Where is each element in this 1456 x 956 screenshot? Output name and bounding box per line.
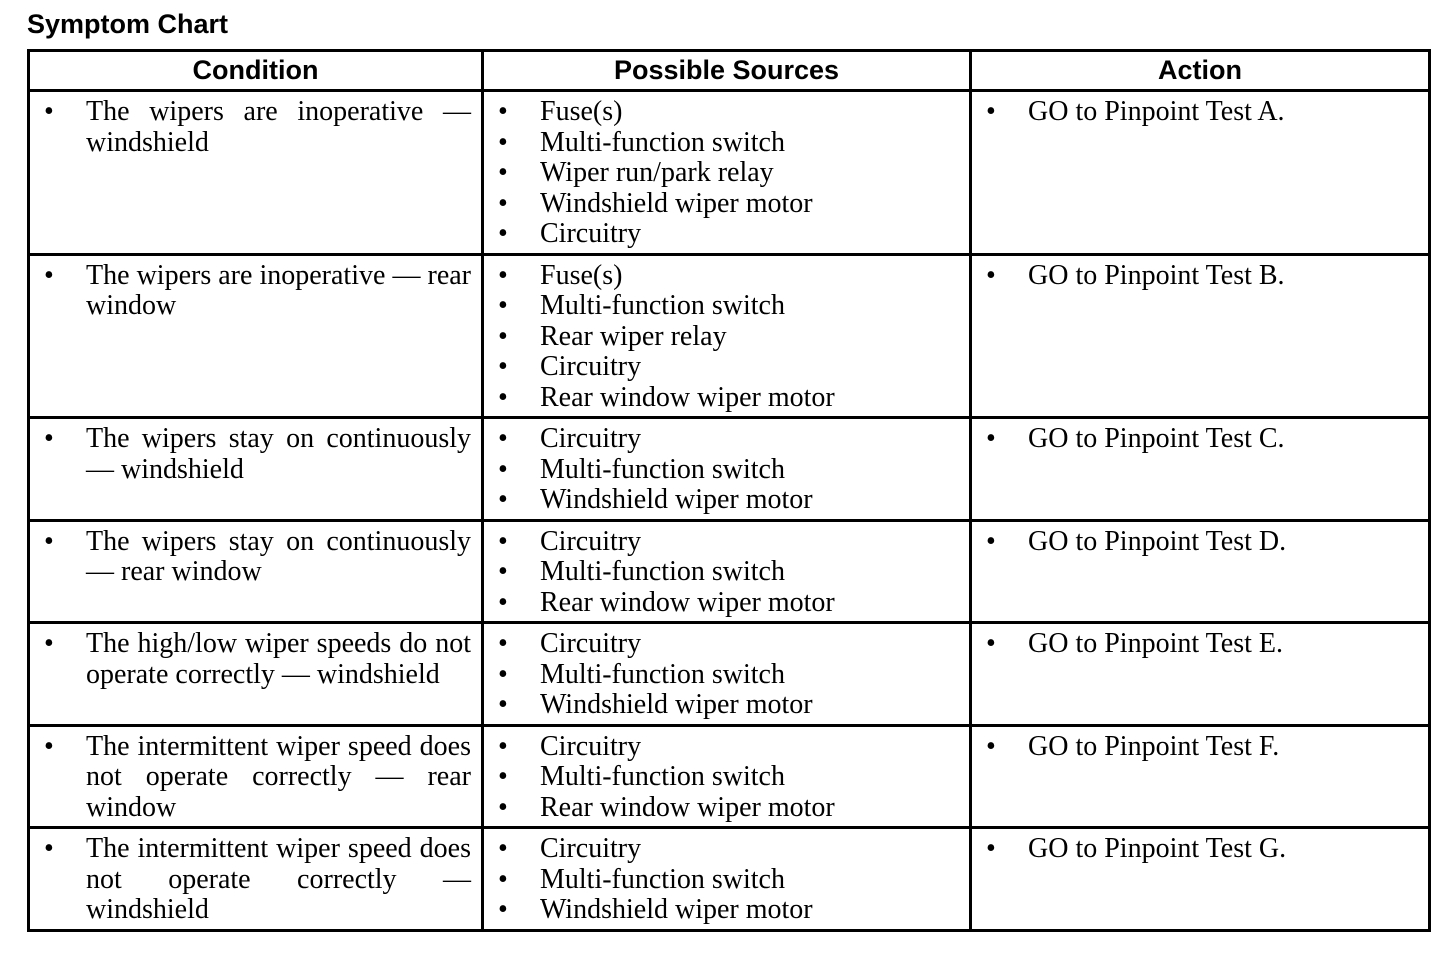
- action-cell: [971, 725, 1430, 828]
- possible-source-item: • Fuse(s): [494, 97, 959, 128]
- action-text: • GO to Pinpoint Test B.: [982, 261, 1418, 292]
- possible-source-item: • Circuitry: [494, 424, 959, 455]
- possible-source-item: • Multi-function switch: [494, 762, 959, 793]
- possible-sources-list: [494, 834, 959, 926]
- table-header-row: [29, 51, 1430, 91]
- table-body: [29, 91, 1430, 931]
- action-list: [982, 732, 1418, 763]
- action-cell: [971, 91, 1430, 255]
- column-header-possible-sources: Possible Sources: [483, 51, 971, 91]
- possible-source-item: • Circuitry: [494, 732, 959, 763]
- action-cell: [971, 828, 1430, 931]
- column-header-action: Action: [971, 51, 1430, 91]
- possible-source-item: • Wiper run/park relay: [494, 158, 959, 189]
- table-row: [29, 725, 1430, 828]
- table-row: [29, 254, 1430, 418]
- possible-source-item: • Multi-function switch: [494, 128, 959, 159]
- possible-sources-list: [494, 261, 959, 414]
- condition-list: [40, 527, 471, 588]
- table-row: [29, 623, 1430, 726]
- table-row: [29, 520, 1430, 623]
- possible-sources-cell: [483, 828, 971, 931]
- action-text: • GO to Pinpoint Test E.: [982, 629, 1418, 660]
- condition-list: [40, 97, 471, 158]
- possible-source-item: • Multi-function switch: [494, 455, 959, 486]
- possible-sources-cell: [483, 725, 971, 828]
- condition-text: • The wipers stay on continuously — rear window: [40, 527, 471, 588]
- condition-text: • The wipers are inoperative — rear window: [40, 261, 471, 322]
- action-text: • GO to Pinpoint Test F.: [982, 732, 1418, 763]
- possible-sources-cell: [483, 91, 971, 255]
- condition-list: [40, 732, 471, 824]
- possible-source-item: • Rear window wiper motor: [494, 793, 959, 824]
- condition-text: • The intermittent wiper speed does not operate correctly — rear window: [40, 732, 471, 824]
- possible-source-item: • Circuitry: [494, 629, 959, 660]
- action-list: [982, 527, 1418, 558]
- possible-sources-list: [494, 527, 959, 619]
- condition-cell: [29, 418, 483, 521]
- possible-source-item: • Windshield wiper motor: [494, 690, 959, 721]
- symptom-table: [27, 49, 1431, 932]
- table-row: [29, 418, 1430, 521]
- possible-source-item: • Windshield wiper motor: [494, 189, 959, 220]
- possible-source-item: • Multi-function switch: [494, 865, 959, 896]
- condition-list: [40, 424, 471, 485]
- possible-source-item: • Circuitry: [494, 219, 959, 250]
- possible-source-item: • Windshield wiper motor: [494, 895, 959, 926]
- possible-sources-cell: [483, 623, 971, 726]
- action-list: [982, 424, 1418, 455]
- condition-list: [40, 834, 471, 926]
- page-title: Symptom Chart: [27, 9, 229, 39]
- action-text: • GO to Pinpoint Test D.: [982, 527, 1418, 558]
- condition-cell: [29, 254, 483, 418]
- possible-sources-cell: [483, 418, 971, 521]
- possible-source-item: • Rear window wiper motor: [494, 383, 959, 414]
- possible-source-item: • Fuse(s): [494, 261, 959, 292]
- action-cell: [971, 623, 1430, 726]
- column-header-condition: Condition: [29, 51, 483, 91]
- possible-sources-list: [494, 97, 959, 250]
- action-text: • GO to Pinpoint Test A.: [982, 97, 1418, 128]
- possible-sources-cell: [483, 520, 971, 623]
- action-text: • GO to Pinpoint Test C.: [982, 424, 1418, 455]
- possible-source-item: • Circuitry: [494, 527, 959, 558]
- action-text: • GO to Pinpoint Test G.: [982, 834, 1418, 865]
- condition-text: • The wipers are inoperative — windshield: [40, 97, 471, 158]
- possible-source-item: • Multi-function switch: [494, 557, 959, 588]
- possible-source-item: • Windshield wiper motor: [494, 485, 959, 516]
- possible-source-item: • Circuitry: [494, 834, 959, 865]
- action-list: [982, 261, 1418, 292]
- possible-sources-list: [494, 424, 959, 516]
- possible-source-item: • Circuitry: [494, 352, 959, 383]
- condition-cell: [29, 520, 483, 623]
- condition-cell: [29, 91, 483, 255]
- action-cell: [971, 254, 1430, 418]
- condition-text: • The intermittent wiper speed does not operate correctly — windshield: [40, 834, 471, 926]
- condition-text: • The wipers stay on continuously — windshield: [40, 424, 471, 485]
- table-row: [29, 828, 1430, 931]
- possible-sources-list: [494, 629, 959, 721]
- possible-source-item: • Rear window wiper motor: [494, 588, 959, 619]
- possible-source-item: • Multi-function switch: [494, 291, 959, 322]
- possible-source-item: • Multi-function switch: [494, 660, 959, 691]
- action-list: [982, 97, 1418, 128]
- action-list: [982, 629, 1418, 660]
- action-list: [982, 834, 1418, 865]
- condition-list: [40, 629, 471, 690]
- possible-sources-cell: [483, 254, 971, 418]
- condition-cell: [29, 828, 483, 931]
- condition-list: [40, 261, 471, 322]
- condition-cell: [29, 725, 483, 828]
- possible-source-item: • Rear wiper relay: [494, 322, 959, 353]
- condition-cell: [29, 623, 483, 726]
- action-cell: [971, 418, 1430, 521]
- possible-sources-list: [494, 732, 959, 824]
- table-row: [29, 91, 1430, 255]
- action-cell: [971, 520, 1430, 623]
- condition-text: • The high/low wiper speeds do not operate correctly — windshield: [40, 629, 471, 690]
